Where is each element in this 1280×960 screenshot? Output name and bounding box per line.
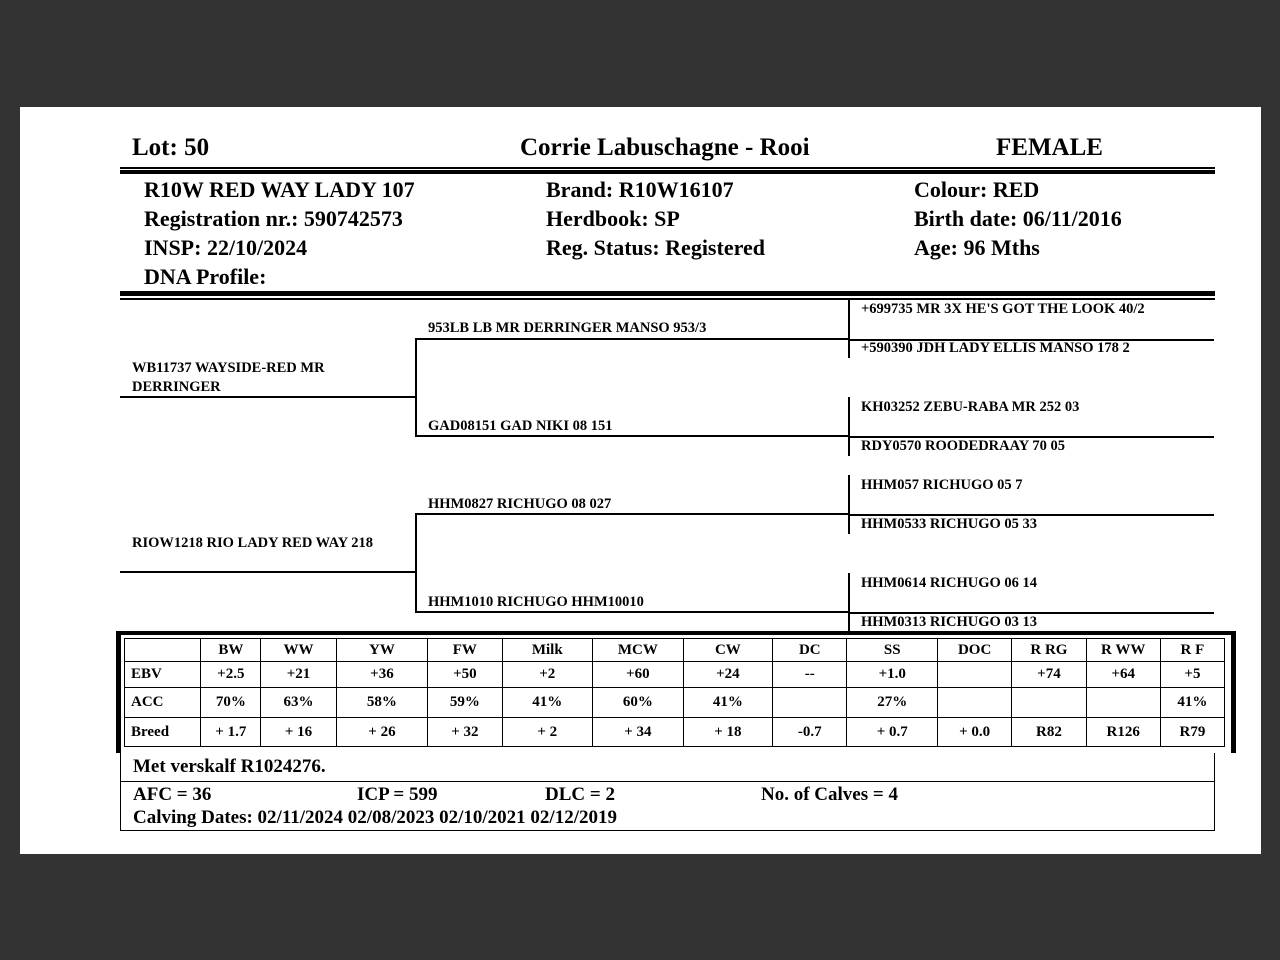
table-cell: +2.5 (201, 662, 261, 688)
owner-name: Corrie Labuschagne - Rooi (520, 134, 810, 161)
table-cell: + 18 (683, 718, 773, 747)
table-cell (1012, 688, 1086, 718)
pedigree-sire-sire: 953LB LB MR DERRINGER MANSO 953/3 (428, 320, 707, 336)
gen3-bracket-2 (848, 397, 850, 456)
table-cell: 41% (502, 688, 593, 718)
info-rule-thick (120, 291, 1215, 296)
table-cell: + 16 (261, 718, 336, 747)
col-header: CW (683, 639, 773, 662)
sire-bracket-bottom (415, 396, 417, 436)
pedigree-dam-sire: HHM0827 RICHUGO 08 027 (428, 496, 612, 512)
dam-underline (120, 571, 416, 573)
catalogue-page (20, 107, 1261, 854)
table-cell: +50 (428, 662, 502, 688)
table-cell: -0.7 (773, 718, 847, 747)
lot-number: Lot: 50 (132, 134, 210, 161)
table-cell: + 32 (428, 718, 502, 747)
table-cell: +21 (261, 662, 336, 688)
header-rule-thin (120, 167, 1215, 169)
sire-dam-underline (415, 435, 849, 437)
note-text: Met verskalf R1024276. (133, 756, 326, 777)
row-label: ACC (125, 688, 201, 718)
ebv-table-frame (116, 631, 1236, 753)
herdbook: Herdbook: SP (546, 206, 680, 231)
brand: Brand: R10W16107 (546, 177, 734, 202)
pedigree-ggp-7: HHM0614 RICHUGO 06 14 (861, 575, 1038, 591)
dlc: DLC = 2 (545, 784, 615, 805)
pedigree-sire: WB11737 WAYSIDE-RED MR DERRINGER (132, 360, 325, 395)
dam-sire-underline (415, 513, 849, 515)
table-cell: + 0.0 (938, 718, 1012, 747)
col-header: BW (201, 639, 261, 662)
table-cell: 70% (201, 688, 261, 718)
table-cell: + 0.7 (847, 718, 938, 747)
colour: Colour: RED (914, 177, 1040, 202)
acc-row (125, 688, 1225, 718)
pedigree-ggp-2: +590390 JDH LADY ELLIS MANSO 178 2 (861, 340, 1130, 356)
col-header: DOC (938, 639, 1012, 662)
pedigree-ggp-3: KH03252 ZEBU-RABA MR 252 03 (861, 399, 1080, 415)
row-label: EBV (125, 662, 201, 688)
table-cell (938, 662, 1012, 688)
pedigree-ggp-8: HHM0313 RICHUGO 03 13 (861, 614, 1038, 630)
table-cell: + 1.7 (201, 718, 261, 747)
col-header: R WW (1086, 639, 1160, 662)
afc: AFC = 36 (133, 784, 212, 805)
table-cell (938, 688, 1012, 718)
registration-status: Reg. Status: Registered (546, 235, 765, 260)
table-cell: +24 (683, 662, 773, 688)
table-cell: +64 (1086, 662, 1160, 688)
dam-dam-underline (415, 611, 849, 613)
col-header: WW (261, 639, 336, 662)
pedigree-ggp-6: HHM0533 RICHUGO 05 33 (861, 516, 1038, 532)
gen3-bracket-1 (848, 299, 850, 358)
table-cell: 41% (683, 688, 773, 718)
dam-bracket-top (415, 514, 417, 572)
sire-bracket-top (415, 338, 417, 397)
table-cell: R79 (1160, 718, 1224, 747)
table-cell: 27% (847, 688, 938, 718)
no-of-calves: No. of Calves = 4 (761, 784, 898, 805)
table-cell (773, 688, 847, 718)
table-cell: R126 (1086, 718, 1160, 747)
table-cell: + 34 (593, 718, 684, 747)
gen3-bracket-4 (848, 573, 850, 632)
header-rule-thick (120, 170, 1215, 174)
row-label: Breed (125, 718, 201, 747)
table-cell: +5 (1160, 662, 1224, 688)
col-header: FW (428, 639, 502, 662)
pedigree-ggp-5: HHM057 RICHUGO 05 7 (861, 477, 1023, 493)
note-box (120, 753, 1215, 782)
dna-profile: DNA Profile: (144, 264, 267, 289)
table-cell: -- (773, 662, 847, 688)
col-header (125, 639, 201, 662)
table-cell: + 2 (502, 718, 593, 747)
col-header: R F (1160, 639, 1224, 662)
birth-date: Birth date: 06/11/2016 (914, 206, 1122, 231)
registration-number: Registration nr.: 590742573 (144, 206, 403, 231)
sire-sire-underline (415, 338, 849, 340)
table-cell: 41% (1160, 688, 1224, 718)
col-header: DC (773, 639, 847, 662)
col-header: SS (847, 639, 938, 662)
table-cell: R82 (1012, 718, 1086, 747)
ebv-table (124, 638, 1225, 747)
table-cell: + 26 (336, 718, 428, 747)
gen3-bracket-3 (848, 475, 850, 534)
animal-name: R10W RED WAY LADY 107 (144, 177, 415, 202)
sire-underline (120, 396, 416, 398)
col-header: Milk (502, 639, 593, 662)
col-header: YW (336, 639, 428, 662)
pedigree-ggp-1: +699735 MR 3X HE'S GOT THE LOOK 40/2 (861, 301, 1145, 317)
dam-bracket-bottom (415, 571, 417, 612)
table-cell: +1.0 (847, 662, 938, 688)
calving-dates: Calving Dates: 02/11/2024 02/08/2023 02/10/2021 02/12/2019 (133, 807, 617, 828)
table-cell: 63% (261, 688, 336, 718)
breed-row (125, 718, 1225, 747)
ebv-row (125, 662, 1225, 688)
table-cell: 58% (336, 688, 428, 718)
calving-box (120, 782, 1215, 831)
age: Age: 96 Mths (914, 235, 1040, 260)
table-cell: +60 (593, 662, 684, 688)
col-header: R RG (1012, 639, 1086, 662)
table-cell: 60% (593, 688, 684, 718)
ebv-header-row (125, 639, 1225, 662)
table-cell: +36 (336, 662, 428, 688)
table-cell: +74 (1012, 662, 1086, 688)
pedigree-ggp-4: RDY0570 ROODEDRAAY 70 05 (861, 438, 1065, 454)
table-cell: 59% (428, 688, 502, 718)
pedigree-dam-dam: HHM1010 RICHUGO HHM10010 (428, 594, 644, 610)
pedigree-dam: RIOW1218 RIO LADY RED WAY 218 (132, 535, 374, 551)
inspection-date: INSP: 22/10/2024 (144, 235, 308, 260)
table-cell (1086, 688, 1160, 718)
sex-label: FEMALE (996, 134, 1103, 161)
pedigree-sire-dam: GAD08151 GAD NIKI 08 151 (428, 418, 613, 434)
table-cell: +2 (502, 662, 593, 688)
col-header: MCW (593, 639, 684, 662)
icp: ICP = 599 (357, 784, 438, 805)
